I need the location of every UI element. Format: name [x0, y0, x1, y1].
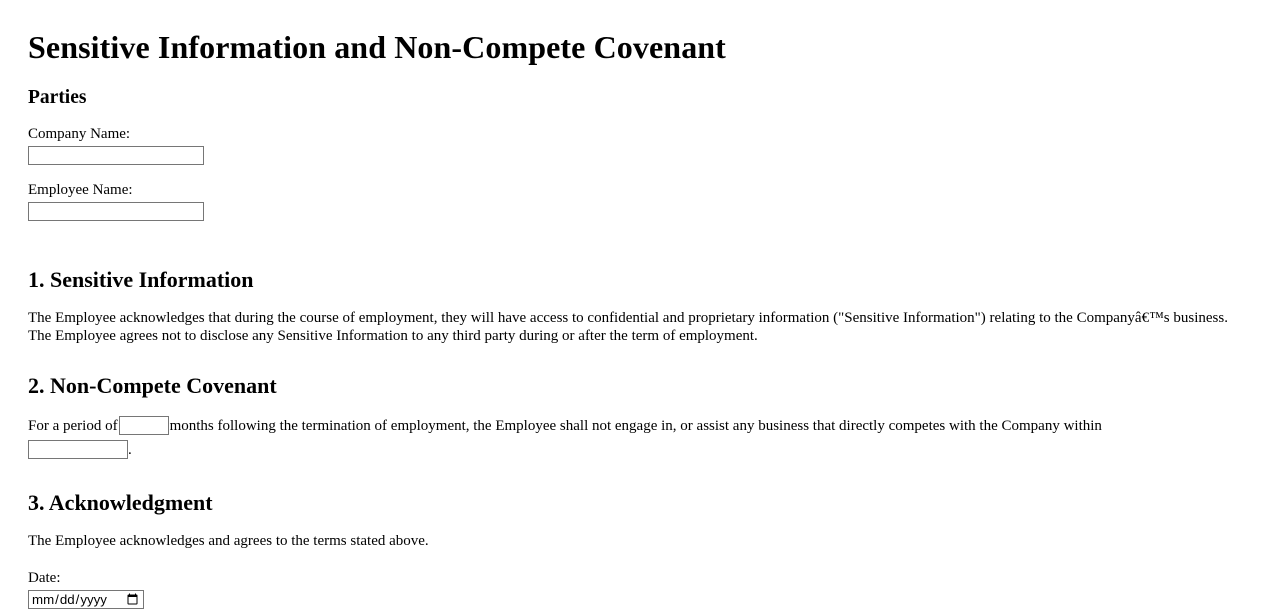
date-label: Date:	[28, 570, 61, 587]
employee-name-field-group	[28, 181, 1250, 221]
section-2-text	[28, 415, 1250, 462]
company-name-label: Company Name:	[28, 126, 131, 143]
section-3-heading: 3. Acknowledgment	[28, 489, 213, 515]
page-title: Sensitive Information and Non-Compete Covenant	[28, 29, 726, 65]
noncompete-months-input[interactable]	[119, 416, 169, 435]
noncompete-area-input[interactable]	[28, 440, 128, 459]
date-input[interactable]	[28, 590, 144, 609]
section-2-heading: 2. Non-Compete Covenant	[28, 373, 277, 399]
spacer	[28, 221, 1250, 239]
employee-name-input[interactable]	[28, 202, 204, 221]
section-1-text: The Employee acknowledges that during the course of employment, they will have access to confidential and proprietary information ("Sensitive Information") relating to the Companyâ€™s business. The Employee agrees not to disclose any Sensitive Information to any third party during or after the term of employment.	[28, 310, 1228, 345]
noncompete-text-before: For a period of	[28, 418, 118, 435]
section-3-text: The Employee acknowledges and agrees to the terms stated above.	[28, 533, 429, 550]
company-name-input[interactable]	[28, 146, 204, 165]
noncompete-text-end: .	[128, 441, 132, 458]
section-1-heading: 1. Sensitive Information	[28, 266, 254, 292]
company-name-field-group	[28, 125, 1250, 165]
noncompete-text-after: months following the termination of employment, the Employee shall not engage in, or assist any business that directly competes with the Company within	[169, 418, 1102, 435]
employee-name-label: Employee Name:	[28, 181, 133, 198]
date-field-group	[28, 569, 1250, 609]
parties-heading: Parties	[28, 86, 87, 108]
